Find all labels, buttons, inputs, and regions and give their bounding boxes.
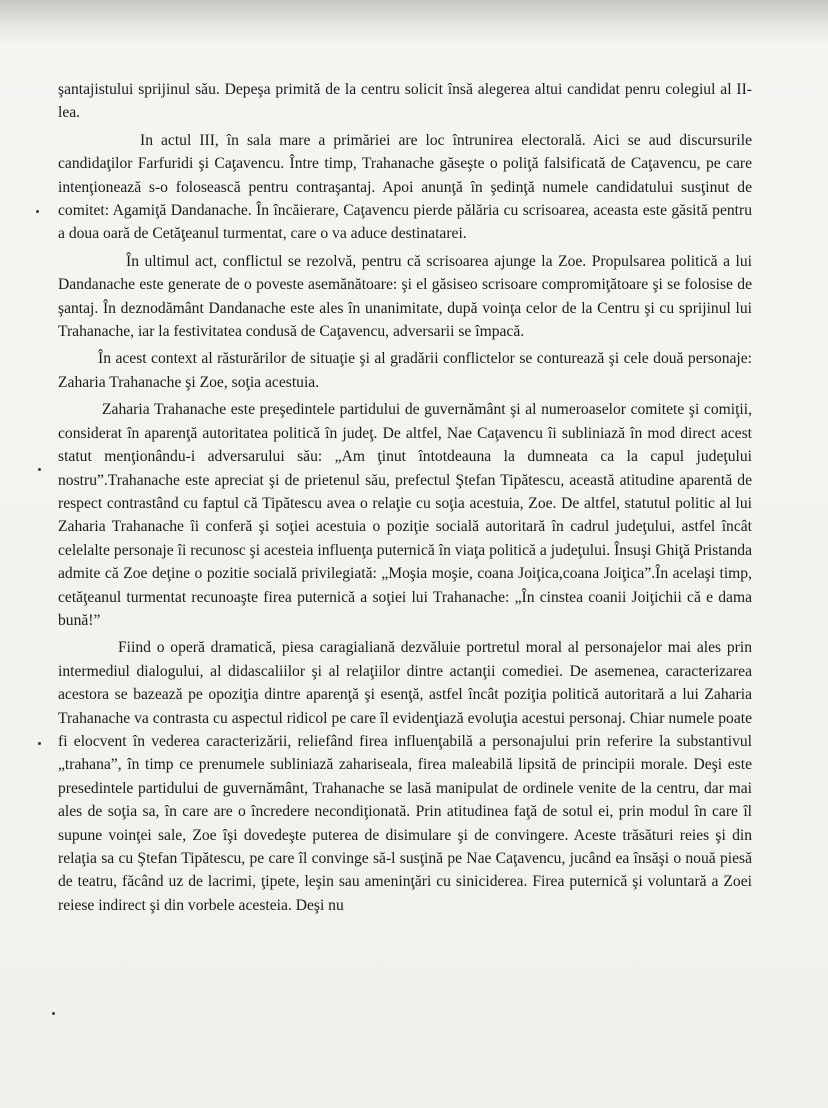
margin-mark bbox=[36, 210, 39, 213]
paragraph-1: şantajistului sprijinul său. Depeşa primită de la centru solicit însă alegerea altui candidat penru colegiul al II-lea. bbox=[58, 81, 752, 122]
paragraph-6: Fiind o operă dramatică, piesa caragialiană dezvăluie portretul moral al personajelor mai ales prin intermediul dialogului, al didascaliilor şi al relaţiilor dintre actanţii comediei. De asemenea, caracterizarea acestora se bazează pe opoziţia dintre aparenţă şi esenţă, astfel încât poziţia politică autoritară a lui Zaharia Trahanache va contrasta cu aspectul ridicol pe care îl evidenţiază evoluţia acestui personaj. Chiar numele poate fi elocvent în vederea caracterizării, reliefând firea influenţabilă a personajului prin referire la substantivul „trahana”, în timp ce prenumele subliniază zaharisealа, firea maleabilă lipsită de principii morale. Deşi este presedintele partidului de guvernământ, Trahanache se lasă manipulat de ordinele venite de la centru, dar mai ales de soţia sa, în care are o încredere necondiţionată. Prin atitudinea faţă de sotul ei, prin modul în care îl supune voinţei sale, Zoe îşi dovedeşte puterea de disimulare şi de convingere. Aceste trăsături reies şi din relaţia sa cu Ştefan Tipătescu, pe care îl convinge să-l susţină pe Nae Caţavencu, jucând ea însăşi o nouă piesă de teatru, făcând uz de lacrimi, ţipete, leşin sau ameninţări cu siniciderea. Firea puternică şi voluntară a Zoei reiese indirect şi din vorbele acesteia. Deşi nu bbox=[58, 639, 752, 914]
scan-shadow bbox=[0, 0, 828, 46]
margin-mark bbox=[38, 468, 41, 471]
margin-mark bbox=[52, 1012, 55, 1015]
paragraph-3: În ultimul act, conflictul se rezolvă, pentru că scrisoarea ajunge la Zoe. Propulsarea politică a lui Dandanache este generate de o poveste asemănătoare: şi el găsiseo scrisoare compromiţătoare şi se folosise de şantaj. În deznodământ Dandanache este ales în unanimitate, după voinţa celor de la Centru şi cu sprijinul lui Trahanache, iar la festivitatea condusă de Caţavencu, adversarii se împacă. bbox=[58, 252, 752, 341]
paragraph-4: În acest context al răsturărilor de situaţie şi al gradării conflictelor se conturează şi cele două personaje: Zaharia Trahanache şi Zoe, soţia acestuia. bbox=[58, 350, 752, 391]
margin-mark bbox=[38, 742, 41, 745]
paragraph-2: In actul III, în sala mare a primăriei are loc întrunirea electorală. Aici se aud discursurile candidaţilor Farfuridi şi Caţavencu. Între timp, Trahanache găseşte o poliţă falsificată de Caţavencu, pe care intenţionează s-o folosească pentru contraşantaj. Apoi anunţă în şedinţă numele candidatului susţinut de comitet: Agamiţă Dandanache. În încăierare, Caţavencu pierde pălăria cu scrisoarea, aceasta este găsită pentru a doua oară de Cetăţeanul turmentat, care o va aduce destinatarei. bbox=[58, 131, 752, 243]
paragraph-5: Zaharia Trahanache este preşedintele partidului de guvernământ şi al numeroaselor comitete şi comiţii, considerat în aparenţă autoritatea politică în judeţ. De altfel, Nae Caţavencu îi subliniază în mod direct acest statut menţionându-i adversarului său: „Am ţinut întotdeauna la dumneata ca la capul judeţului nostru”.Trahanache este apreciat şi de prietenul său, prefectul Ştefan Tipătescu, această atitudine aparentă de respect contrastând cu faptul că Tipătescu avea o relaţie cu soţia acestuia, Zoe. De altfel, statutul politic al lui Zaharia Trahanache îi conferă şi soţiei acestuia o poziţie socială autoritară în cadrul judeţului, astfel încât celelalte personaje îi recunosc şi acesteia influenţa puternică în viaţa politică a judeţului. Însuşi Ghiţă Pristanda admite că Zoe deţine o pozitie socială privilegiată: „Moşia moşie, coana Joiţica,coana Joiţica”.În acelaşi timp, cetăţeanul turmentat recunoaşte firea puternică a soţiei lui Trahanache: „În cinstea coanii Joiţichii că e dama bună!” bbox=[58, 401, 752, 629]
